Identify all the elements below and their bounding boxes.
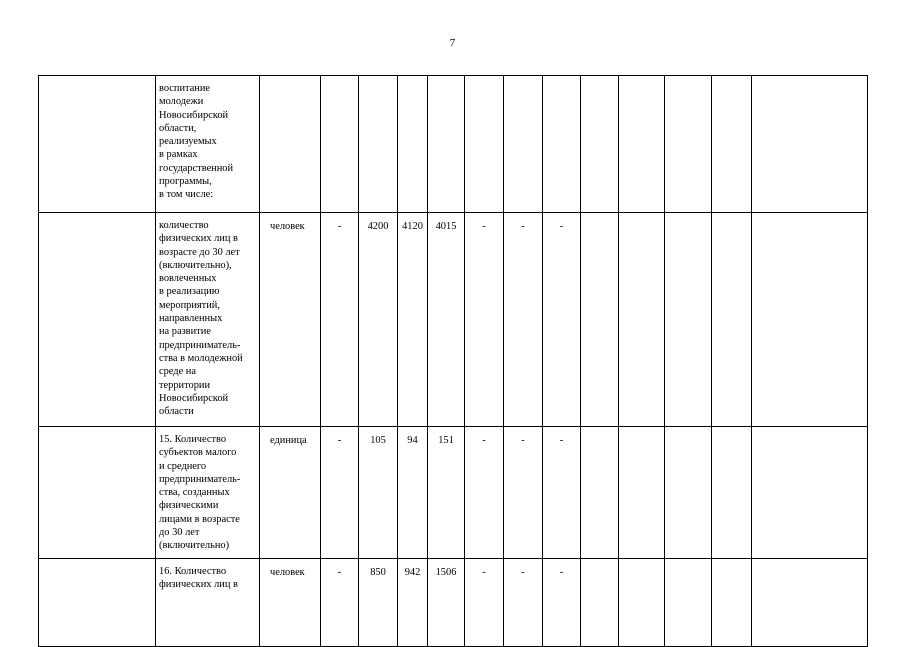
value-cell: 94 <box>398 427 428 559</box>
indicator-label: 15. Количество субъектов малого и среднего предприниматель- ства, созданных физическими лицами в возрасте до 30 лет (включительно) <box>156 427 260 559</box>
value-cell: 942 <box>398 559 428 647</box>
section-cell <box>39 427 156 559</box>
value-cell <box>504 76 543 213</box>
table-row <box>39 427 868 559</box>
value-cell <box>752 76 868 213</box>
value-cell: - <box>504 427 543 559</box>
table-body <box>39 76 868 647</box>
value-cell <box>543 76 581 213</box>
value-cell: - <box>504 559 543 647</box>
value-cell: 850 <box>359 559 398 647</box>
table-row <box>39 76 868 213</box>
value-cell <box>665 559 712 647</box>
value-cell: 1506 <box>428 559 465 647</box>
table-row <box>39 213 868 427</box>
value-cell <box>752 559 868 647</box>
value-cell <box>619 427 665 559</box>
section-cell <box>39 213 156 427</box>
value-cell <box>619 213 665 427</box>
indicator-label: воспитание молодежи Новосибирской области, реализуемых в рамках государственной программы, в том числе: <box>156 76 260 213</box>
value-cell: 4120 <box>398 213 428 427</box>
value-cell: - <box>543 213 581 427</box>
value-cell: - <box>321 213 359 427</box>
unit-cell <box>260 76 321 213</box>
value-cell: - <box>504 213 543 427</box>
value-cell <box>752 427 868 559</box>
value-cell <box>581 559 619 647</box>
value-cell: - <box>543 559 581 647</box>
value-cell <box>665 76 712 213</box>
value-cell <box>581 76 619 213</box>
indicators-table <box>38 75 868 647</box>
value-cell <box>619 76 665 213</box>
unit-cell: человек <box>260 559 321 647</box>
value-cell: - <box>465 427 504 559</box>
value-cell: - <box>465 559 504 647</box>
value-cell: 151 <box>428 427 465 559</box>
unit-cell: человек <box>260 213 321 427</box>
value-cell <box>712 559 752 647</box>
value-cell: 4015 <box>428 213 465 427</box>
value-cell <box>619 559 665 647</box>
value-cell <box>712 76 752 213</box>
value-cell <box>398 76 428 213</box>
indicator-label: количество физических лиц в возрасте до 30 лет (включительно), вовлеченных в реализацию мероприятий, направленных на развитие предприниматель- ства в молодежной среде на территории Новосибирской области <box>156 213 260 427</box>
value-cell <box>752 213 868 427</box>
value-cell <box>665 213 712 427</box>
value-cell: - <box>543 427 581 559</box>
unit-cell: единица <box>260 427 321 559</box>
value-cell: 4200 <box>359 213 398 427</box>
value-cell <box>428 76 465 213</box>
section-cell <box>39 76 156 213</box>
value-cell: 105 <box>359 427 398 559</box>
value-cell <box>321 76 359 213</box>
page-number: 7 <box>449 37 456 49</box>
value-cell <box>581 213 619 427</box>
section-cell <box>39 559 156 647</box>
value-cell <box>712 427 752 559</box>
value-cell <box>465 76 504 213</box>
indicator-label: 16. Количество физических лиц в <box>156 559 260 647</box>
value-cell <box>712 213 752 427</box>
value-cell: - <box>321 427 359 559</box>
value-cell <box>581 427 619 559</box>
table-row <box>39 559 868 647</box>
value-cell <box>665 427 712 559</box>
value-cell: - <box>321 559 359 647</box>
value-cell: - <box>465 213 504 427</box>
value-cell <box>359 76 398 213</box>
